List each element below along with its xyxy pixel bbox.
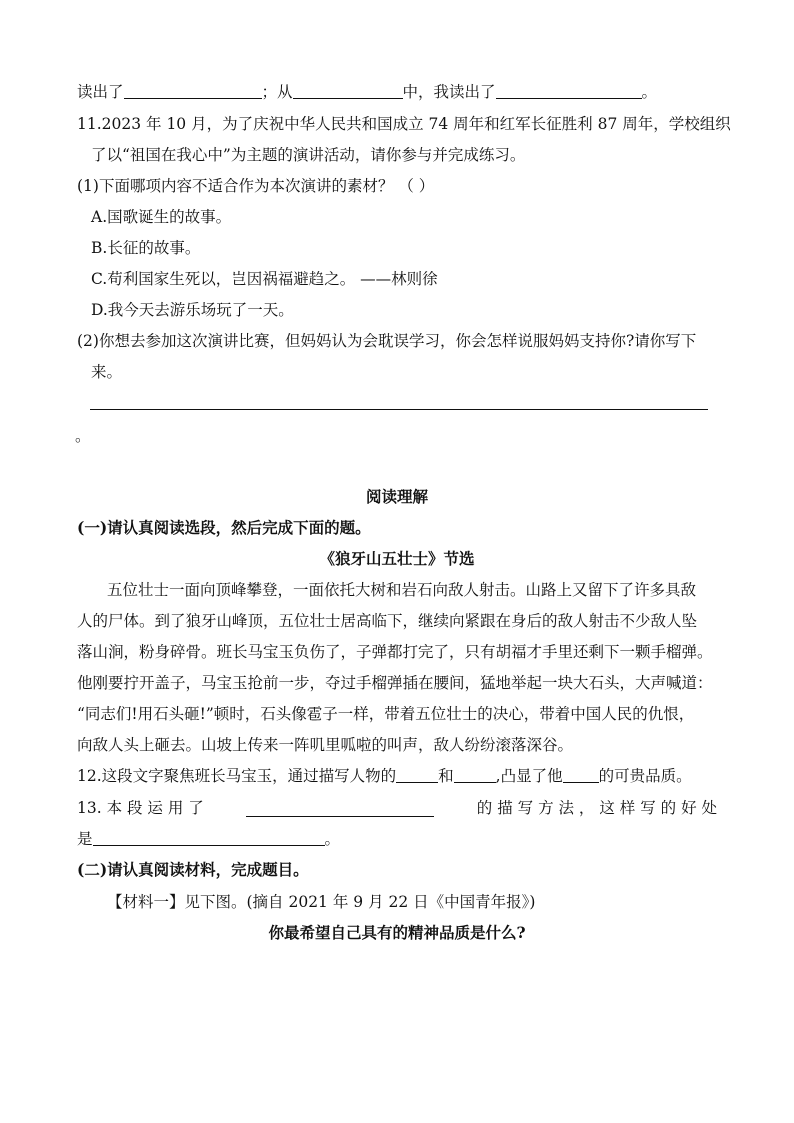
question-11-sub1: (1)下面哪项内容不适合作为本次演讲的素材？ （ ） — [77, 177, 435, 195]
text-segment: 的可贵品质。 — [598, 767, 692, 785]
answer-line-end: 。 — [75, 427, 91, 445]
question-11-sub2-line1: (2)你想去参加这次演讲比赛，但妈妈认为会耽误学习，你会怎样说服妈妈支持你?请你写下 — [77, 332, 697, 350]
passage-line: 向敌人头上砸去。山坡上传来一阵叽里呱啦的叫声，敌人纷纷滚落深谷。 — [77, 736, 574, 754]
question-13-line2 — [77, 827, 340, 851]
passage-line: 落山涧，粉身碎骨。班长马宝玉负伤了，子弹都打完了，只有胡福才手里还剩下一颗手榴弹。 — [77, 643, 713, 661]
answer-blank[interactable] — [246, 800, 434, 817]
answer-blank[interactable] — [563, 766, 599, 783]
text-segment: 是 — [77, 830, 93, 848]
question-13-line1 — [77, 796, 717, 820]
question-12 — [77, 764, 692, 788]
text-segment: 。 — [641, 83, 658, 101]
question-11-stem-line2: 了以“祖国在我心中”为主题的演讲活动，请你参与并完成练习。 — [91, 146, 526, 164]
text-segment: 和 — [438, 767, 454, 785]
option-b[interactable]: B.长征的故事。 — [91, 239, 201, 257]
passage-line: “同志们!用石头砸!”顿时，石头像雹子一样，带着五位壮士的决心，带着中国人民的仇恨， — [77, 705, 695, 723]
text-segment: 12.这段文字聚焦班长马宝玉，通过描写人物的 — [77, 767, 397, 785]
answer-blank[interactable] — [396, 766, 438, 783]
option-a[interactable]: A.国歌诞生的故事。 — [91, 208, 232, 226]
chart-title: 你最希望自己具有的精神品质是什么? — [268, 923, 526, 942]
part1-heading: (一)请认真阅读选段，然后完成下面的题。 — [77, 518, 371, 537]
passage-line: 他刚要拧开盖子，马宝玉抢前一步，夺过手榴弹插在腰间，猛地举起一块大石头，大声喊道： — [77, 674, 713, 692]
passage-line: 人的尸体。到了狼牙山峰顶，五位壮士居高临下，继续向紧跟在身后的敌人射击不少敌人坠 — [77, 612, 698, 630]
part2-heading: (二)请认真阅读材料，完成题目。 — [77, 860, 309, 879]
answer-blank[interactable] — [496, 82, 642, 99]
text-segment: 中，我读出了 — [402, 83, 496, 101]
text-segment: 读出了 — [77, 83, 124, 101]
text-segment: ；从 — [261, 83, 293, 101]
question-11-stem-line1: 11.2023 年 10 月，为了庆祝中华人民共和国成立 74 周年和红军长征胜利 87 周年，学校组织 — [77, 115, 731, 133]
answer-blank[interactable] — [454, 766, 496, 783]
fill-in-line-top — [77, 80, 657, 104]
option-d[interactable]: D.我今天去游乐场玩了一天。 — [91, 301, 294, 319]
text-segment: 。 — [324, 830, 341, 848]
text-segment: 13. 本 段 运 用 了 — [77, 799, 204, 817]
question-11-sub2-line2: 来。 — [91, 363, 123, 381]
answer-blank[interactable] — [124, 82, 262, 99]
section-title: 阅读理解 — [365, 487, 428, 506]
answer-line[interactable] — [90, 409, 708, 410]
answer-blank[interactable] — [93, 829, 325, 846]
material-one: 【材料一】见下图。(摘自 2021 年 9 月 22 日《中国青年报》) — [107, 893, 536, 911]
text-segment: ,凸显了他 — [495, 767, 563, 785]
answer-blank[interactable] — [293, 82, 403, 99]
passage-line: 五位壮士一面向顶峰攀登，一面依托大树和岩石向敌人射击。山路上又留下了许多具敌 — [107, 581, 697, 599]
text-segment: 的 描 写 方 法 ， 这 样 写 的 好 处 — [476, 799, 717, 817]
passage-title: 《狼牙山五壮士》节选 — [319, 549, 475, 568]
option-c[interactable]: C.苟利国家生死以，岂因祸福避趋之。 ——林则徐 — [91, 270, 438, 288]
